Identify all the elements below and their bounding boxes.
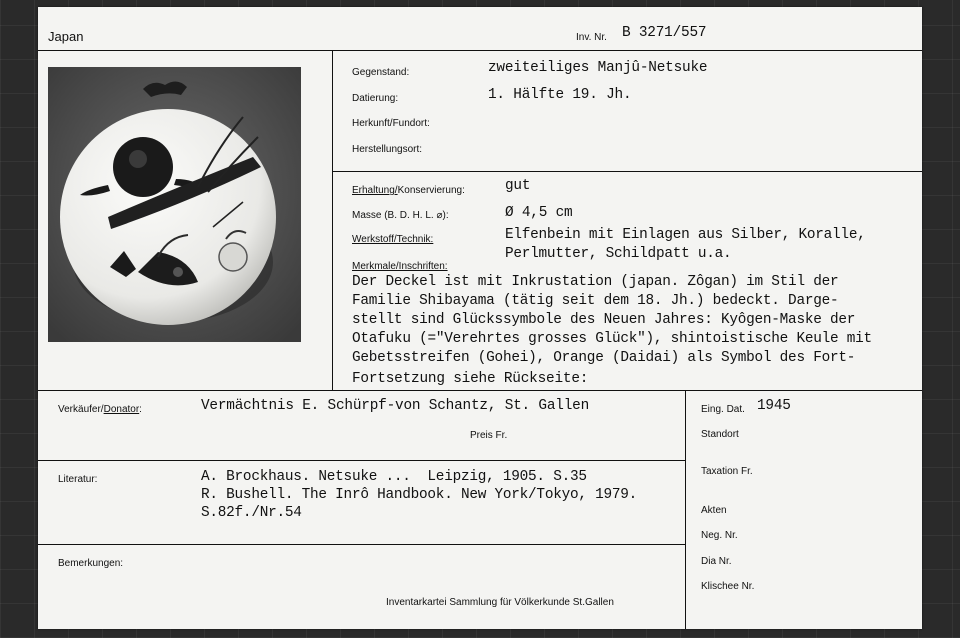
herkunft-label: Herkunft/Fundort: — [352, 118, 430, 129]
gegenstand-value: zweiteiliges Manjû-Netsuke — [488, 60, 708, 76]
literatur-line: A. Brockhaus. Netsuke ... Leipzig, 1905. S.35 — [201, 469, 587, 485]
erhaltung-value: gut — [505, 178, 531, 194]
werkstoff-label: Werkstoff/Technik: — [352, 234, 434, 245]
werkstoff-line: Elfenbein mit Einlagen aus Silber, Koralle, — [505, 227, 866, 243]
merkmale-line: Der Deckel ist mit Inkrustation (japan. Zôgan) im Stil der — [352, 274, 839, 290]
section-divider-1 — [332, 171, 922, 172]
merkmale-line: stellt sind Glückssymbole des Neuen Jahres: Kyôgen-Maske der — [352, 312, 856, 328]
dia-nr-label: Dia Nr. — [701, 556, 732, 567]
standort-label: Standort — [701, 429, 739, 440]
netsuke-image — [48, 67, 301, 342]
merkmale-text — [352, 273, 872, 368]
merkmale-line: Gebetsstreifen (Gohei), Orange (Daidai) als Symbol des Fort- — [352, 350, 856, 366]
merkmale-continuation: Fortsetzung siehe Rückseite: — [352, 371, 589, 387]
datierung-label: Datierung: — [352, 93, 399, 104]
region-label: Japan — [48, 29, 84, 44]
inv-number-label: Inv. Nr. — [576, 32, 607, 43]
preis-label: Preis Fr. — [470, 430, 508, 441]
merkmale-label: Merkmale/Inschriften: — [352, 261, 448, 272]
gegenstand-label: Gegenstand: — [352, 67, 410, 78]
section-divider-2 — [38, 390, 922, 391]
literatur-line: S.82f./Nr.54 — [201, 505, 302, 521]
eing-dat-value: 1945 — [757, 398, 791, 414]
klischee-nr-label: Klischee Nr. — [701, 581, 755, 592]
netsuke-photo — [48, 67, 301, 342]
side-column-divider — [685, 390, 686, 629]
verkaeufer-label — [58, 404, 142, 415]
merkmale-line: Otafuku (="Verehrtes grosses Glück"), shintoistische Keule mit — [352, 331, 872, 347]
neg-nr-label: Neg. Nr. — [701, 530, 738, 541]
werkstoff-line: Perlmutter, Schildpatt u.a. — [505, 246, 732, 262]
section-divider-4 — [38, 544, 685, 545]
verkaeufer-label-a: Verkäufer/ — [58, 404, 104, 415]
erhaltung-label-a: Erhaltung/ — [352, 185, 398, 196]
masse-label: Masse (B. D. H. L. ⌀): — [352, 210, 449, 221]
literatur-text — [201, 468, 637, 522]
merkmale-line: Familie Shibayama (tätig seit dem 18. Jh.) bedeckt. Darge- — [352, 293, 839, 309]
erhaltung-label-b: Konservierung: — [397, 185, 465, 196]
literatur-line: R. Bushell. The Inrô Handbook. New York/Tokyo, 1979. — [201, 487, 638, 503]
inv-number-value: B 3271/557 — [622, 25, 707, 41]
literatur-label: Literatur: — [58, 474, 98, 485]
verkaeufer-label-b: Donator — [103, 404, 140, 415]
akten-label: Akten — [701, 505, 727, 516]
footer-institution: Inventarkartei Sammlung für Völkerkunde St.Gallen — [386, 597, 614, 608]
erhaltung-label — [352, 185, 465, 196]
verkaeufer-label-c: : — [139, 404, 142, 415]
header-divider — [38, 50, 922, 51]
werkstoff-value — [505, 226, 866, 264]
datierung-value: 1. Hälfte 19. Jh. — [488, 87, 632, 103]
masse-value: Ø 4,5 cm — [505, 205, 573, 221]
herstellungsort-label: Herstellungsort: — [352, 144, 423, 155]
taxation-label: Taxation Fr. — [701, 466, 753, 477]
verkaeufer-value: Vermächtnis E. Schürpf-von Schantz, St. Gallen — [201, 398, 590, 414]
eing-dat-label: Eing. Dat. — [701, 404, 745, 415]
photo-divider — [332, 50, 333, 390]
bemerkungen-label: Bemerkungen: — [58, 558, 124, 569]
inventory-card — [38, 7, 922, 629]
section-divider-3 — [38, 460, 685, 461]
